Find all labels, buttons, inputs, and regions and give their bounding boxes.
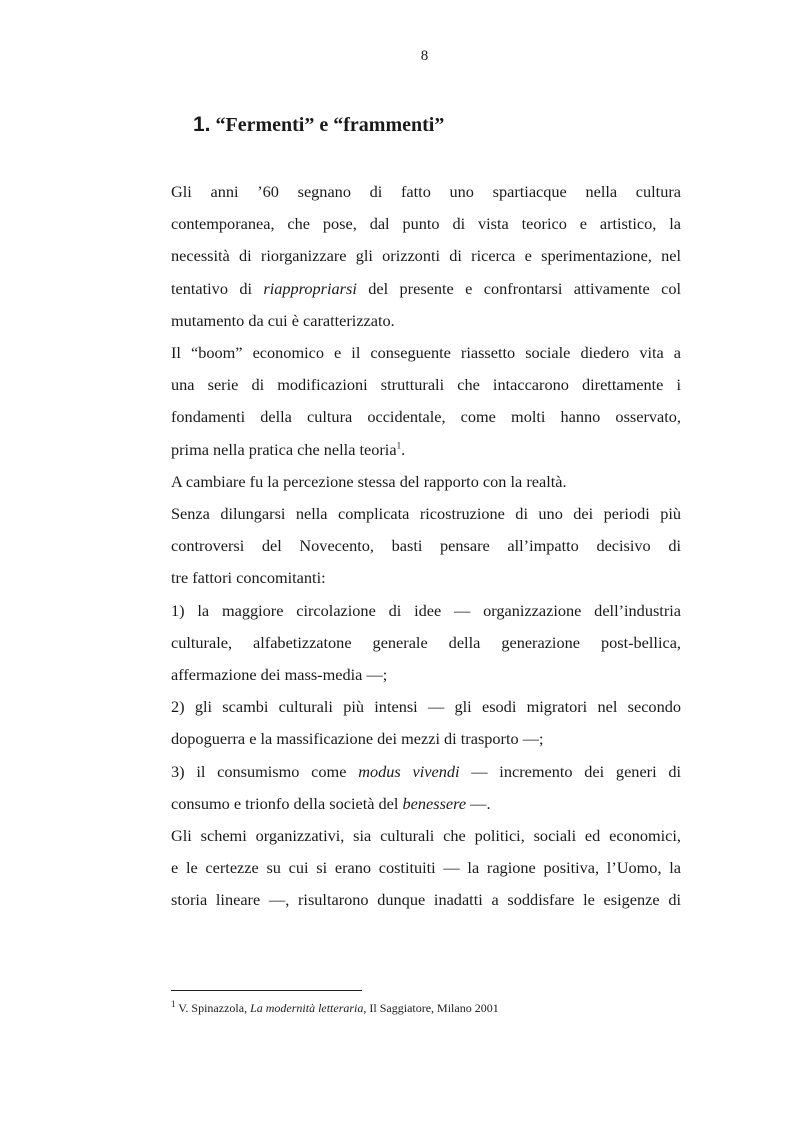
- text-line: mutamento da cui è caratterizzato.: [171, 310, 395, 330]
- footnote: [171, 1000, 691, 1016]
- emphasis: riappropriarsi: [263, 278, 357, 298]
- footnote-author: V. Spinazzola,: [178, 1001, 248, 1015]
- paragraph-6: [171, 691, 681, 755]
- section-heading: [193, 112, 444, 138]
- text-line: affermazione dei mass-media —;: [171, 665, 388, 685]
- section-number: 1.: [193, 113, 211, 136]
- text-line: e le certezze su cui si erano costituiti — la ragione positiva, l’Uomo, la: [171, 858, 681, 878]
- paragraph-5: [171, 595, 681, 692]
- paragraph-8: [171, 820, 681, 917]
- section-title: “Fermenti” e “frammenti”: [215, 114, 445, 136]
- text-line: fondamenti della cultura occidentale, come molti hanno osservato,: [171, 407, 681, 427]
- text-line: tentativo di riappropriarsi del presente e confrontarsi attivamente col: [171, 278, 681, 298]
- text-line: contemporanea, che pose, dal punto di vista teorico e artistico, la: [171, 214, 681, 234]
- text-line: Gli anni ’60 segnano di fatto uno spartiacque nella cultura: [171, 182, 681, 201]
- paragraph-3: [171, 466, 681, 498]
- paragraph-4: [171, 498, 681, 595]
- paragraph-1: [171, 176, 681, 337]
- text-line: prima nella pratica che nella teoria$^1$.: [171, 439, 406, 459]
- text-line: una serie di modificazioni strutturali che intaccarono direttamente i: [171, 375, 681, 395]
- text-line: 3) il consumismo come modus vivendi — incremento dei generi di: [171, 761, 682, 781]
- text-line: consumo e trionfo della società del benessere —.: [171, 793, 491, 813]
- text-line: storia lineare —, risultarono dunque inadatti a soddisfare le esigenze di: [171, 890, 681, 910]
- body-text: [171, 176, 681, 917]
- paragraph-7: [171, 756, 681, 820]
- page-number: 8: [420, 48, 429, 64]
- paragraph-2: [171, 337, 681, 466]
- text-line: culturale, alfabetizzatone generale della generazione post-bellica,: [171, 632, 681, 652]
- footnote-ref: 1: [396, 440, 402, 451]
- text-line: Senza dilungarsi nella complicata ricostruzione di uno dei periodi più: [171, 504, 681, 524]
- emphasis: modus vivendi: [358, 761, 460, 781]
- text-line: Gli schemi organizzativi, sia culturali che politici, sociali ed economici,: [171, 826, 681, 846]
- footnote-publisher: Il Saggiatore, Milano 2001: [369, 1001, 499, 1015]
- footnote-title: La modernità letteraria,: [250, 1001, 367, 1015]
- text-line: dopoguerra e la massificazione dei mezzi di trasporto —;: [171, 729, 544, 749]
- text-line: A cambiare fu la percezione stessa del rapporto con la realtà.: [171, 471, 567, 491]
- text-line: controversi del Novecento, basti pensare all’impatto decisivo di: [171, 536, 681, 556]
- text-line: necessità di riorganizzare gli orizzonti di ricerca e sperimentazione, nel: [171, 246, 681, 266]
- footnote-divider: [171, 990, 362, 991]
- text-line: 1) la maggiore circolazione di idee — organizzazione dell’industria: [171, 600, 681, 620]
- text-line: 2) gli scambi culturali più intensi — gli esodi migratori nel secondo: [171, 697, 681, 717]
- text-line: tre fattori concomitanti:: [171, 568, 326, 588]
- emphasis: benessere: [402, 793, 467, 813]
- footnote-marker: 1: [171, 999, 176, 1009]
- text-line: Il “boom” economico e il conseguente riassetto sociale diedero vita a: [171, 343, 681, 363]
